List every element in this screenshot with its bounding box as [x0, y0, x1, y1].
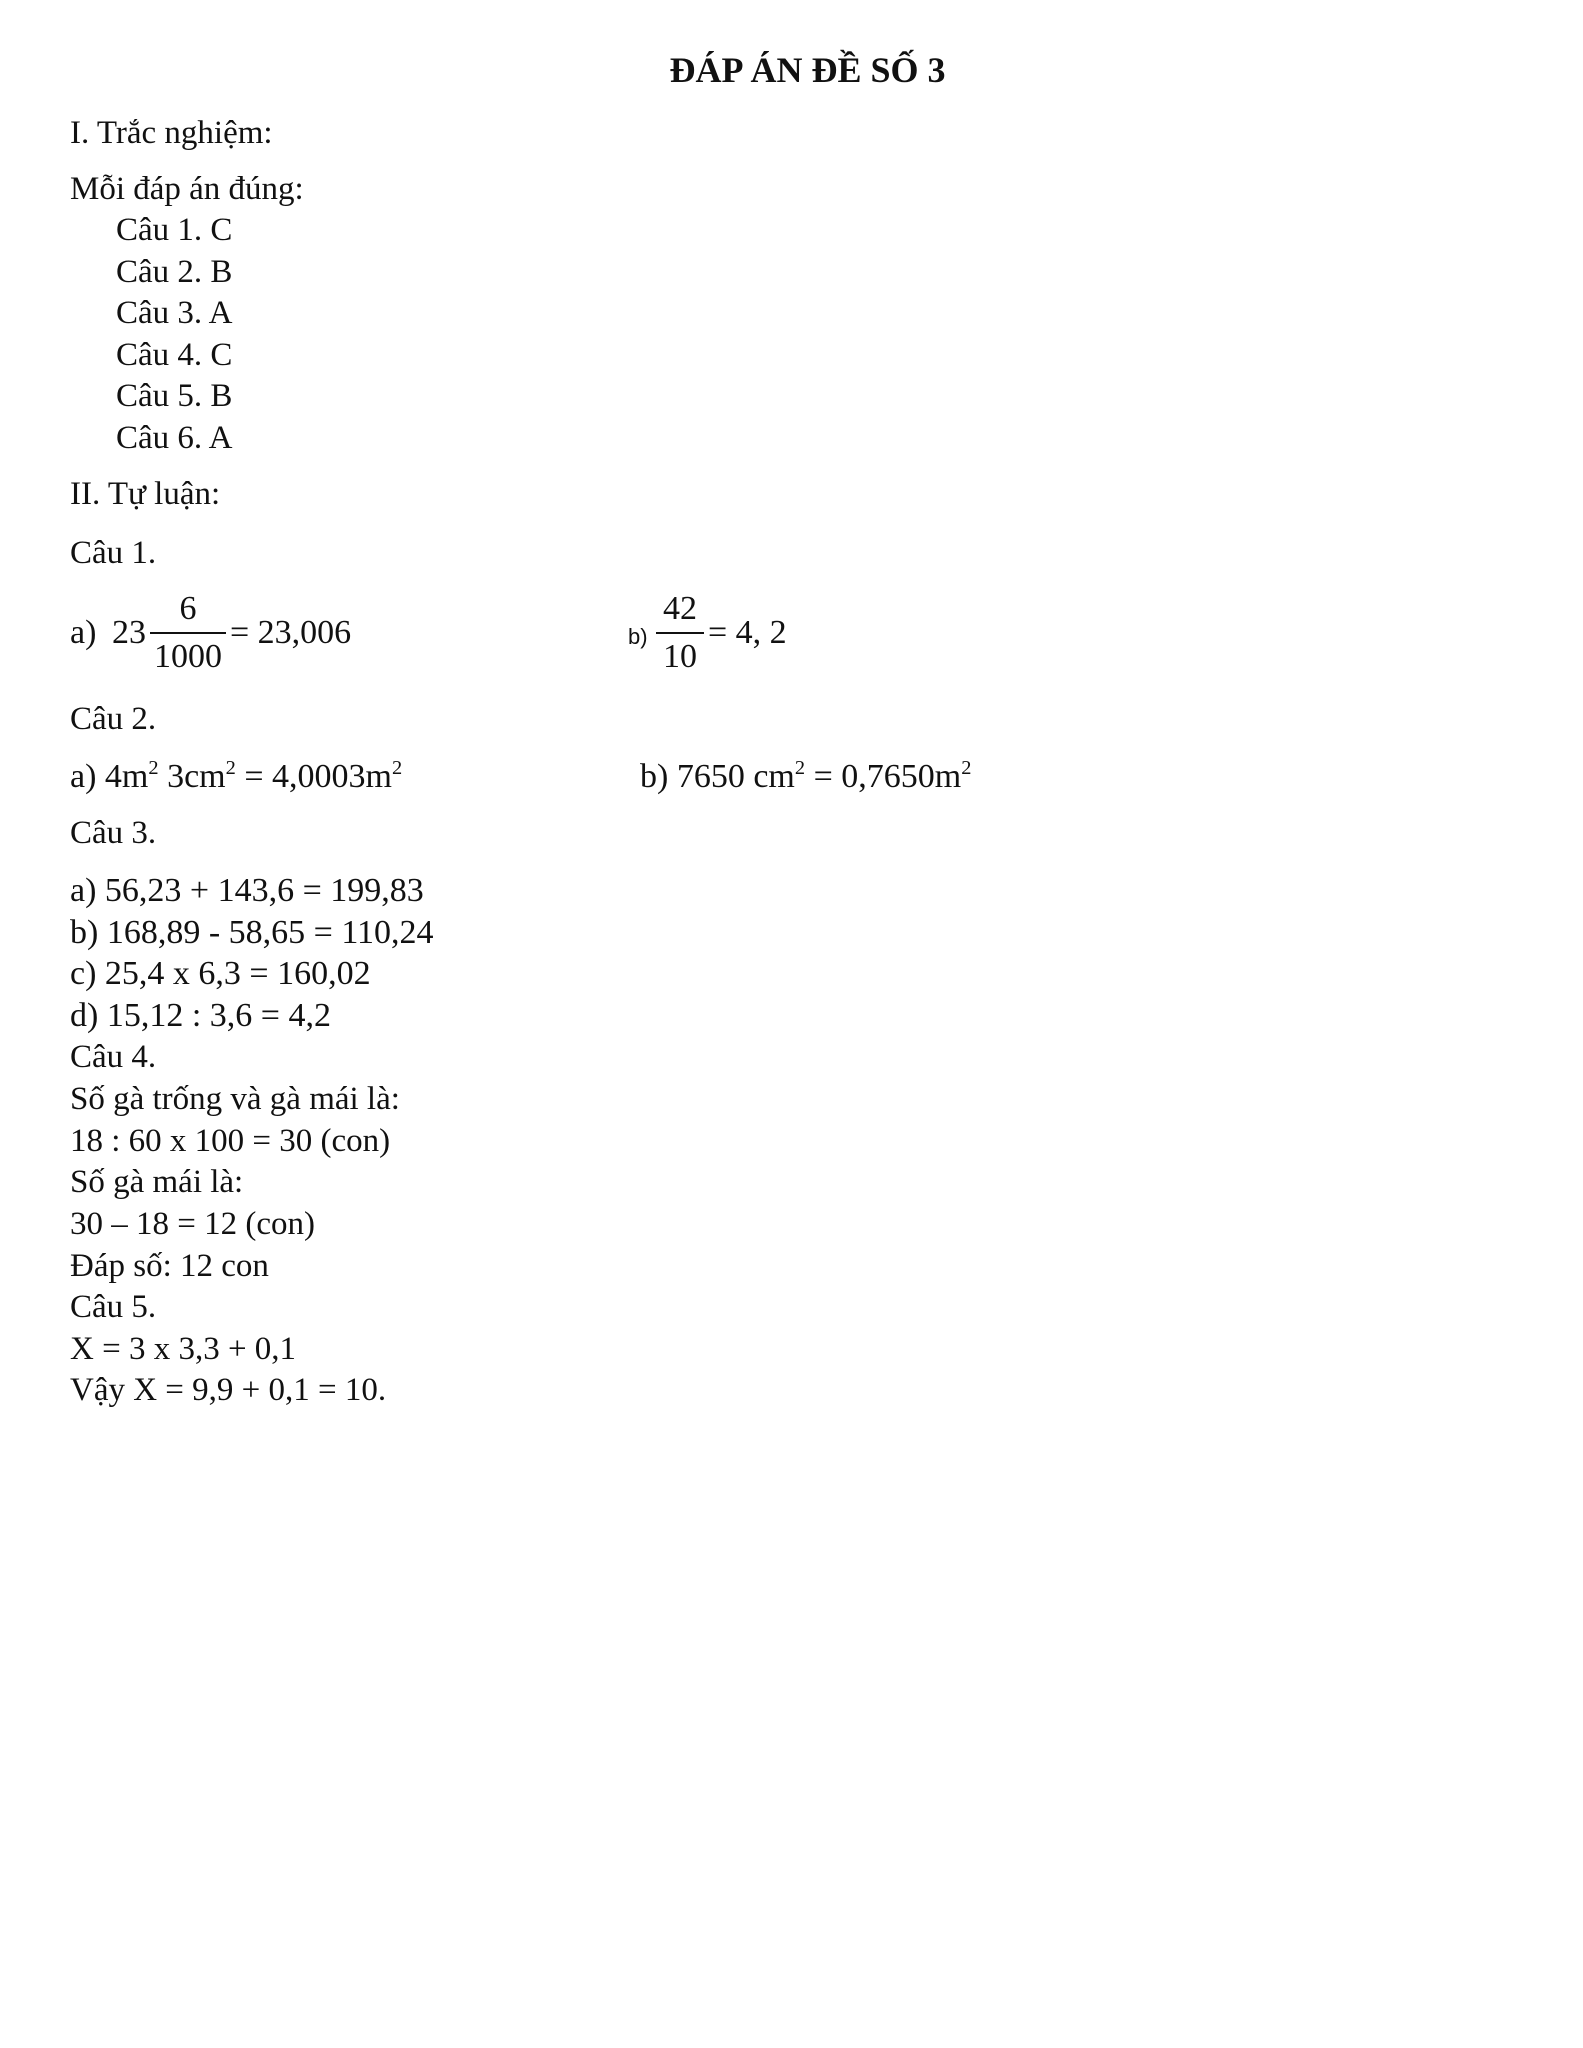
- q4-label: Câu 4.: [70, 1039, 157, 1075]
- q1b-numerator: 42: [663, 590, 697, 627]
- q5-line: Vậy X = 9,9 + 0,1 = 10.: [70, 1372, 387, 1408]
- q1a-prefix: a): [70, 614, 97, 651]
- q4-line: Số gà trống và gà mái là:: [70, 1081, 400, 1117]
- q2-label: Câu 2.: [70, 701, 157, 737]
- q2b-line: b) 7650 $cm^2 = 0,7650m^2$: [640, 756, 972, 795]
- q1a-numerator: 6: [179, 590, 197, 627]
- q1a-fraction: [150, 592, 226, 674]
- q3-line: d) 15,12 : 3,6 = 4,2: [70, 997, 331, 1034]
- mc-answer: Câu 6. A: [116, 420, 233, 456]
- q4-line: Số gà mái là:: [70, 1164, 244, 1200]
- q5-line: X = 3 x 3,3 + 0,1: [70, 1331, 297, 1367]
- part2-heading: II. Tự luận:: [70, 476, 221, 512]
- q1b-result: = 4, 2: [708, 614, 787, 651]
- page-title: ĐÁP ÁN ĐỀ SỐ 3: [669, 50, 946, 90]
- q1a-denominator: 1000: [154, 638, 222, 675]
- q1b-denominator: 10: [663, 638, 697, 675]
- q4-line: 30 – 18 = 12 (con): [70, 1206, 315, 1242]
- part1-heading: I. Trắc nghiệm:: [70, 115, 273, 151]
- q1a-whole: 23: [112, 614, 146, 651]
- q1b-prefix: b): [628, 624, 648, 649]
- q2a-line: a) $4m^2$ $3cm^2 = 4,0003m^2$: [70, 756, 403, 795]
- q3-line: b) 168,89 - 58,65 = 110,24: [70, 914, 434, 951]
- mc-answer: Câu 3. A: [116, 295, 233, 331]
- q3-line: a) 56,23 + 143,6 = 199,83: [70, 872, 424, 909]
- mc-answer: Câu 2. B: [116, 254, 233, 290]
- q5-label: Câu 5.: [70, 1289, 157, 1325]
- q1a-result: = 23,006: [230, 614, 352, 651]
- mc-answer: Câu 4. C: [116, 337, 233, 373]
- q1-label: Câu 1.: [70, 535, 157, 571]
- q1b-fraction: [656, 592, 704, 674]
- part1-intro: Mỗi đáp án đúng:: [70, 171, 304, 207]
- mc-answer: Câu 1. C: [116, 212, 233, 248]
- q4-line: Đáp số: 12 con: [70, 1248, 269, 1284]
- q4-line: 18 : 60 x 100 = 30 (con): [70, 1123, 391, 1159]
- q3-label: Câu 3.: [70, 815, 157, 851]
- mc-answer: Câu 5. B: [116, 378, 233, 414]
- q3-line: c) 25,4 x 6,3 = 160,02: [70, 955, 371, 992]
